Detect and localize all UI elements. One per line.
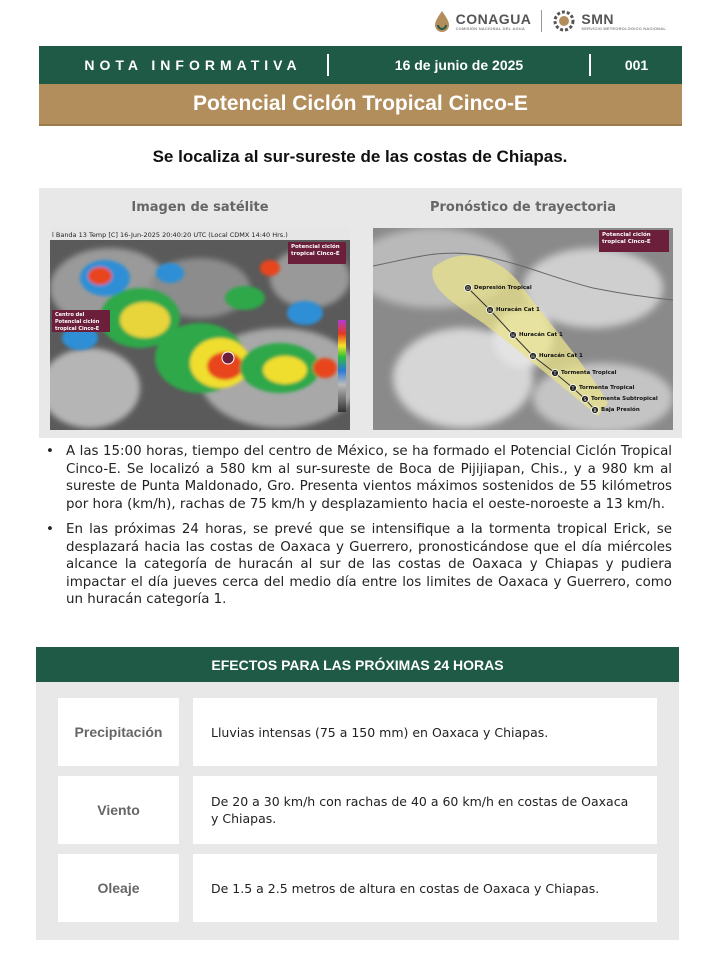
- track-point-label: Tormenta Tropical: [579, 385, 635, 391]
- forecast-map: [373, 228, 673, 430]
- nota-date: 16 de junio de 2025: [394, 57, 524, 73]
- track-point-label: Depresión Tropical: [474, 285, 532, 291]
- logo-divider: [541, 10, 542, 32]
- satellite-caption: l Banda 13 Temp [C] 16-Jun-2025 20:40:20 UTC (Local CDMX 14:40 Hrs.): [52, 231, 288, 239]
- nota-label: NOTA INFORMATIVA: [84, 57, 302, 73]
- smn-logo: [552, 9, 666, 33]
- track-point-label: Tormenta Tropical: [561, 370, 617, 376]
- effect-label: Oleaje: [58, 854, 179, 922]
- track-point-code: B: [593, 409, 597, 414]
- track-point-code: H: [531, 355, 535, 360]
- temperature-scale: [338, 320, 346, 412]
- track-point-label: Huracán Cat 1: [496, 307, 540, 313]
- track-point-code: H: [511, 334, 515, 339]
- conagua-logo: [433, 10, 532, 32]
- conagua-logo-subtext: COMISIÓN NACIONAL DEL AGUA: [455, 25, 525, 31]
- track-point-code: T: [571, 387, 575, 392]
- header-logos: [433, 4, 666, 38]
- bullet-text: En las próximas 24 horas, se prevé que se intensifique a la tormenta tropical Erick, se desplazará hacia las costas de Oaxaca y Guerrero, pronosticándose que el día miércoles alcance la categoría de huracán al sur de las costas de Oaxaca y Chiapas y pudiera impactar el día jueves cerca del medio día entre los limites de Oaxaca y Guerrero, como un huracán categoría 1.: [66, 522, 672, 607]
- smn-logo-text: SMN: [581, 10, 615, 27]
- page-title: Potencial Ciclón Tropical Cinco-E: [193, 92, 528, 115]
- bullet-icon: •: [46, 444, 54, 459]
- bullet-icon: •: [46, 522, 54, 537]
- effect-value: De 1.5 a 2.5 metros de altura en costas de Oaxaca y Chiapas.: [193, 854, 657, 922]
- effects-table: [36, 682, 679, 940]
- list-item: [46, 521, 672, 609]
- satellite-column: [50, 188, 350, 430]
- images-panel: [39, 188, 682, 438]
- track-point: [465, 284, 532, 292]
- track-point-code: D: [466, 287, 470, 292]
- satellite-tag: Potencial ciclón tropical Cinco-E: [291, 244, 340, 257]
- smn-gear-icon: [552, 9, 576, 33]
- track-point-label: Huracán Cat 1: [539, 353, 583, 359]
- track-point-code: H: [488, 309, 492, 314]
- effect-value: De 20 a 30 km/h con rachas de 40 a 60 km/h en costas de Oaxaca y Chiapas.: [193, 776, 657, 844]
- effects-header: EFECTOS PARA LAS PRÓXIMAS 24 HORAS: [36, 647, 679, 682]
- effects-row-wind: [58, 776, 657, 844]
- bullet-list: [46, 443, 672, 617]
- track-point-label: Baja Presión: [601, 407, 640, 413]
- nota-header-bar: [39, 46, 682, 84]
- effect-label: Viento: [58, 776, 179, 844]
- track-point: [582, 396, 658, 404]
- track-point-code: S: [583, 398, 587, 403]
- track-point: [552, 370, 617, 378]
- forecast-tag: Potencial ciclón tropical Cinco-E: [602, 232, 651, 245]
- forecast-title: Pronóstico de trayectoria: [429, 200, 617, 215]
- track-point-code: T: [553, 372, 557, 377]
- smn-logo-subtext: SERVICIO METEOROLÓGICO NACIONAL: [581, 25, 666, 31]
- satellite-image: [50, 228, 350, 430]
- effects-row-waves: [58, 854, 657, 922]
- track-point: [570, 385, 635, 393]
- track-point-label: Huracán Cat 1: [519, 332, 563, 338]
- track-point-label: Tormenta Subtropical: [591, 396, 658, 402]
- page-subtitle: Se localiza al sur-sureste de las costas de Chiapas.: [152, 147, 568, 166]
- title-bar: [39, 84, 682, 126]
- satellite-center-label: Centro del Potencial ciclón tropical Cinco-E: [55, 312, 100, 332]
- satellite-title: Imagen de satélite: [131, 200, 269, 215]
- effect-value: Lluvias intensas (75 a 150 mm) en Oaxaca y Chiapas.: [193, 698, 657, 766]
- bullet-text: A las 15:00 horas, tiempo del centro de México, se ha formado el Potencial Ciclón Tropical Cinco-E. Se localizó a 580 km al sur-sureste de Boca de Pijijiapan, Chis., y a 980 km al sureste de Punta Maldonado, Gro. Presenta vientos máximos sostenidos de 55 kilómetros por hora (km/h), rachas de 75 km/h y desplazamiento hacia el oeste-noroeste a 13 km/h.: [66, 444, 672, 512]
- list-item: [46, 443, 672, 513]
- nota-number: 001: [624, 57, 649, 73]
- effects-row-precipitation: [58, 698, 657, 766]
- forecast-column: [373, 188, 673, 430]
- conagua-logo-text: CONAGUA: [455, 10, 532, 27]
- conagua-drop-icon: [433, 10, 451, 32]
- effect-label: Precipitación: [58, 698, 179, 766]
